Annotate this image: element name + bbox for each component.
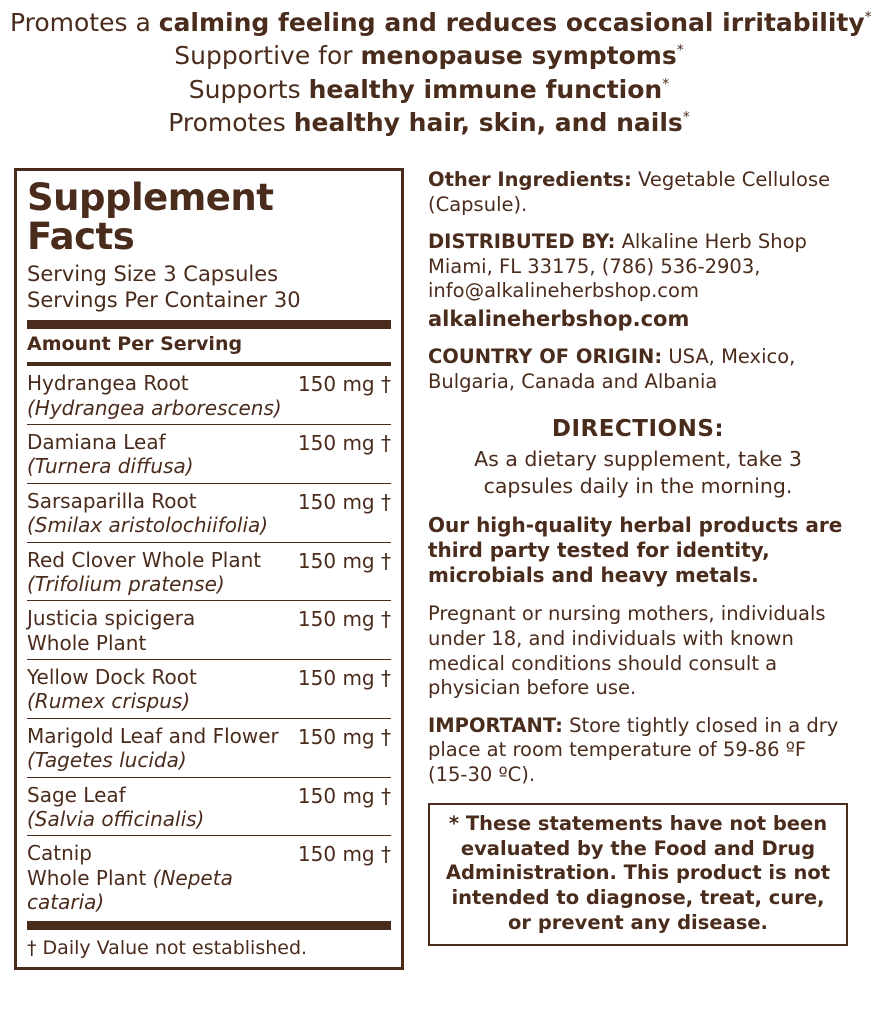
ingredient-amount: 150 mg † bbox=[297, 783, 391, 808]
country-of-origin-label: COUNTRY OF ORIGIN: bbox=[428, 345, 663, 369]
ingredient-latin: (Nepeta cataria) bbox=[27, 865, 233, 915]
warning-text: Pregnant or nursing mothers, individuals under 18, and individuals with known medical conditions should consult a physician before use. bbox=[428, 602, 826, 700]
ingredient-name: Sage Leaf bbox=[27, 782, 126, 807]
table-row bbox=[27, 835, 391, 918]
directions-heading: DIRECTIONS: bbox=[551, 416, 725, 443]
ingredient-amount: 150 mg † bbox=[297, 548, 391, 573]
fda-disclaimer-box bbox=[428, 803, 848, 946]
other-ingredients-value: Vegetable Cellulose (Capsule). bbox=[428, 168, 831, 216]
other-ingredients-label: Other Ingredients: bbox=[428, 168, 632, 191]
table-row bbox=[27, 659, 391, 718]
thick-divider bbox=[27, 320, 391, 329]
ingredient-second-line: Whole Plant bbox=[27, 865, 153, 890]
body-columns bbox=[0, 168, 858, 970]
ingredient-name: Damiana Leaf bbox=[27, 429, 166, 454]
country-of-origin bbox=[428, 345, 848, 394]
daily-value-footnote: † Daily Value not established. bbox=[27, 936, 308, 959]
table-row bbox=[27, 600, 391, 659]
claim-3-bold: healthy immune function bbox=[308, 74, 663, 104]
ingredient-name: Yellow Dock Root bbox=[27, 665, 197, 690]
serving-size: Serving Size 3 Capsules bbox=[27, 261, 279, 286]
left-column bbox=[14, 168, 418, 970]
ingredient-latin: (Salvia officinalis) bbox=[27, 807, 205, 832]
ingredient-name: Red Clover Whole Plant bbox=[27, 547, 262, 572]
claim-4-bold: healthy hair, skin, and nails bbox=[293, 107, 683, 137]
address-line: Miami, FL 33175, (786) 536-2903, bbox=[428, 254, 761, 278]
claim-line-2 bbox=[10, 39, 848, 72]
storage-info bbox=[428, 714, 848, 788]
table-row bbox=[27, 777, 391, 836]
ingredient-amount: 150 mg † bbox=[297, 724, 391, 749]
claim-2-bold: menopause symptoms bbox=[360, 41, 677, 71]
ingredient-name: Catnip bbox=[27, 841, 92, 866]
claim-line-1 bbox=[10, 6, 872, 39]
supplement-facts-title: Supplement Facts bbox=[27, 176, 274, 258]
table-row bbox=[27, 542, 391, 601]
claim-1-bold: calming feeling and reduces occasional irritability bbox=[158, 8, 865, 37]
claims-block bbox=[0, 0, 872, 139]
table-row bbox=[27, 483, 391, 542]
claim-line-3 bbox=[10, 73, 848, 106]
ingredient-name: Sarsaparilla Root bbox=[27, 488, 197, 513]
thick-divider-bottom bbox=[27, 921, 391, 930]
amount-per-serving-header: Amount Per Serving bbox=[27, 333, 243, 356]
ingredient-amount: 150 mg † bbox=[297, 430, 391, 455]
website-link[interactable]: alkalineherbshop.com bbox=[428, 306, 690, 331]
ingredient-amount: 150 mg † bbox=[297, 666, 391, 691]
claim-1-asterisk: * bbox=[864, 9, 872, 26]
directions-text: As a dietary supplement, take 3 capsules daily in the morning. bbox=[474, 447, 802, 498]
ingredient-latin: (Smilax aristolochiifolia) bbox=[27, 513, 269, 538]
ingredient-amount: 150 mg † bbox=[297, 842, 391, 867]
claim-4-plain: Promotes bbox=[168, 107, 294, 137]
right-column bbox=[428, 168, 848, 946]
ingredient-amount: 150 mg † bbox=[297, 372, 391, 397]
ingredient-latin: (Turnera diffusa) bbox=[27, 454, 194, 479]
distributed-by-value: Alkaline Herb Shop bbox=[615, 230, 807, 254]
claim-3-plain: Supports bbox=[188, 74, 309, 104]
quality-statement: Our high-quality herbal products are third party tested for identity, microbials and heavy metals. bbox=[428, 512, 843, 588]
table-row bbox=[27, 718, 391, 777]
ingredient-amount: 150 mg † bbox=[297, 607, 391, 632]
claim-3-asterisk: * bbox=[662, 76, 670, 93]
claim-line-4 bbox=[10, 106, 848, 139]
claim-1-plain: Promotes a bbox=[10, 8, 159, 37]
ingredient-name: Justicia spicigera Whole Plant bbox=[27, 606, 196, 655]
claim-2-plain: Supportive for bbox=[174, 41, 361, 71]
fda-disclaimer-text: * These statements have not been evaluated by the Food and Drug Administration. This product is not intended to diagnose, treat, cure, or prevent any disease. bbox=[445, 812, 831, 934]
claim-2-asterisk: * bbox=[676, 42, 684, 59]
country-of-origin-value: USA, Mexico, Bulgaria, Canada and Albania bbox=[428, 345, 796, 393]
distributed-by-label: DISTRIBUTED BY: bbox=[428, 230, 616, 254]
servings-per-container: Servings Per Container 30 bbox=[27, 287, 301, 312]
ingredient-amount: 150 mg † bbox=[297, 489, 391, 514]
supplement-facts-panel bbox=[14, 168, 404, 970]
important-value: Store tightly closed in a dry place at room temperature of 59-86 ºF (15-30 ºC). bbox=[428, 713, 839, 786]
ingredient-name: Marigold Leaf and Flower bbox=[27, 723, 279, 748]
other-ingredients bbox=[428, 168, 848, 217]
ingredient-latin: (Rumex crispus) bbox=[27, 689, 191, 714]
table-row bbox=[27, 424, 391, 483]
claim-4-asterisk: * bbox=[682, 109, 690, 126]
table-row bbox=[27, 365, 391, 424]
distributed-by bbox=[428, 230, 848, 332]
ingredient-latin: (Trifolium pratense) bbox=[27, 571, 225, 596]
ingredient-latin: (Hydrangea arborescens) bbox=[27, 395, 282, 420]
ingredient-latin: (Tagetes lucida) bbox=[27, 748, 187, 773]
important-label: IMPORTANT: bbox=[428, 713, 563, 737]
email-address[interactable]: info@alkalineherbshop.com bbox=[428, 279, 699, 303]
ingredient-name: Hydrangea Root bbox=[27, 371, 189, 396]
